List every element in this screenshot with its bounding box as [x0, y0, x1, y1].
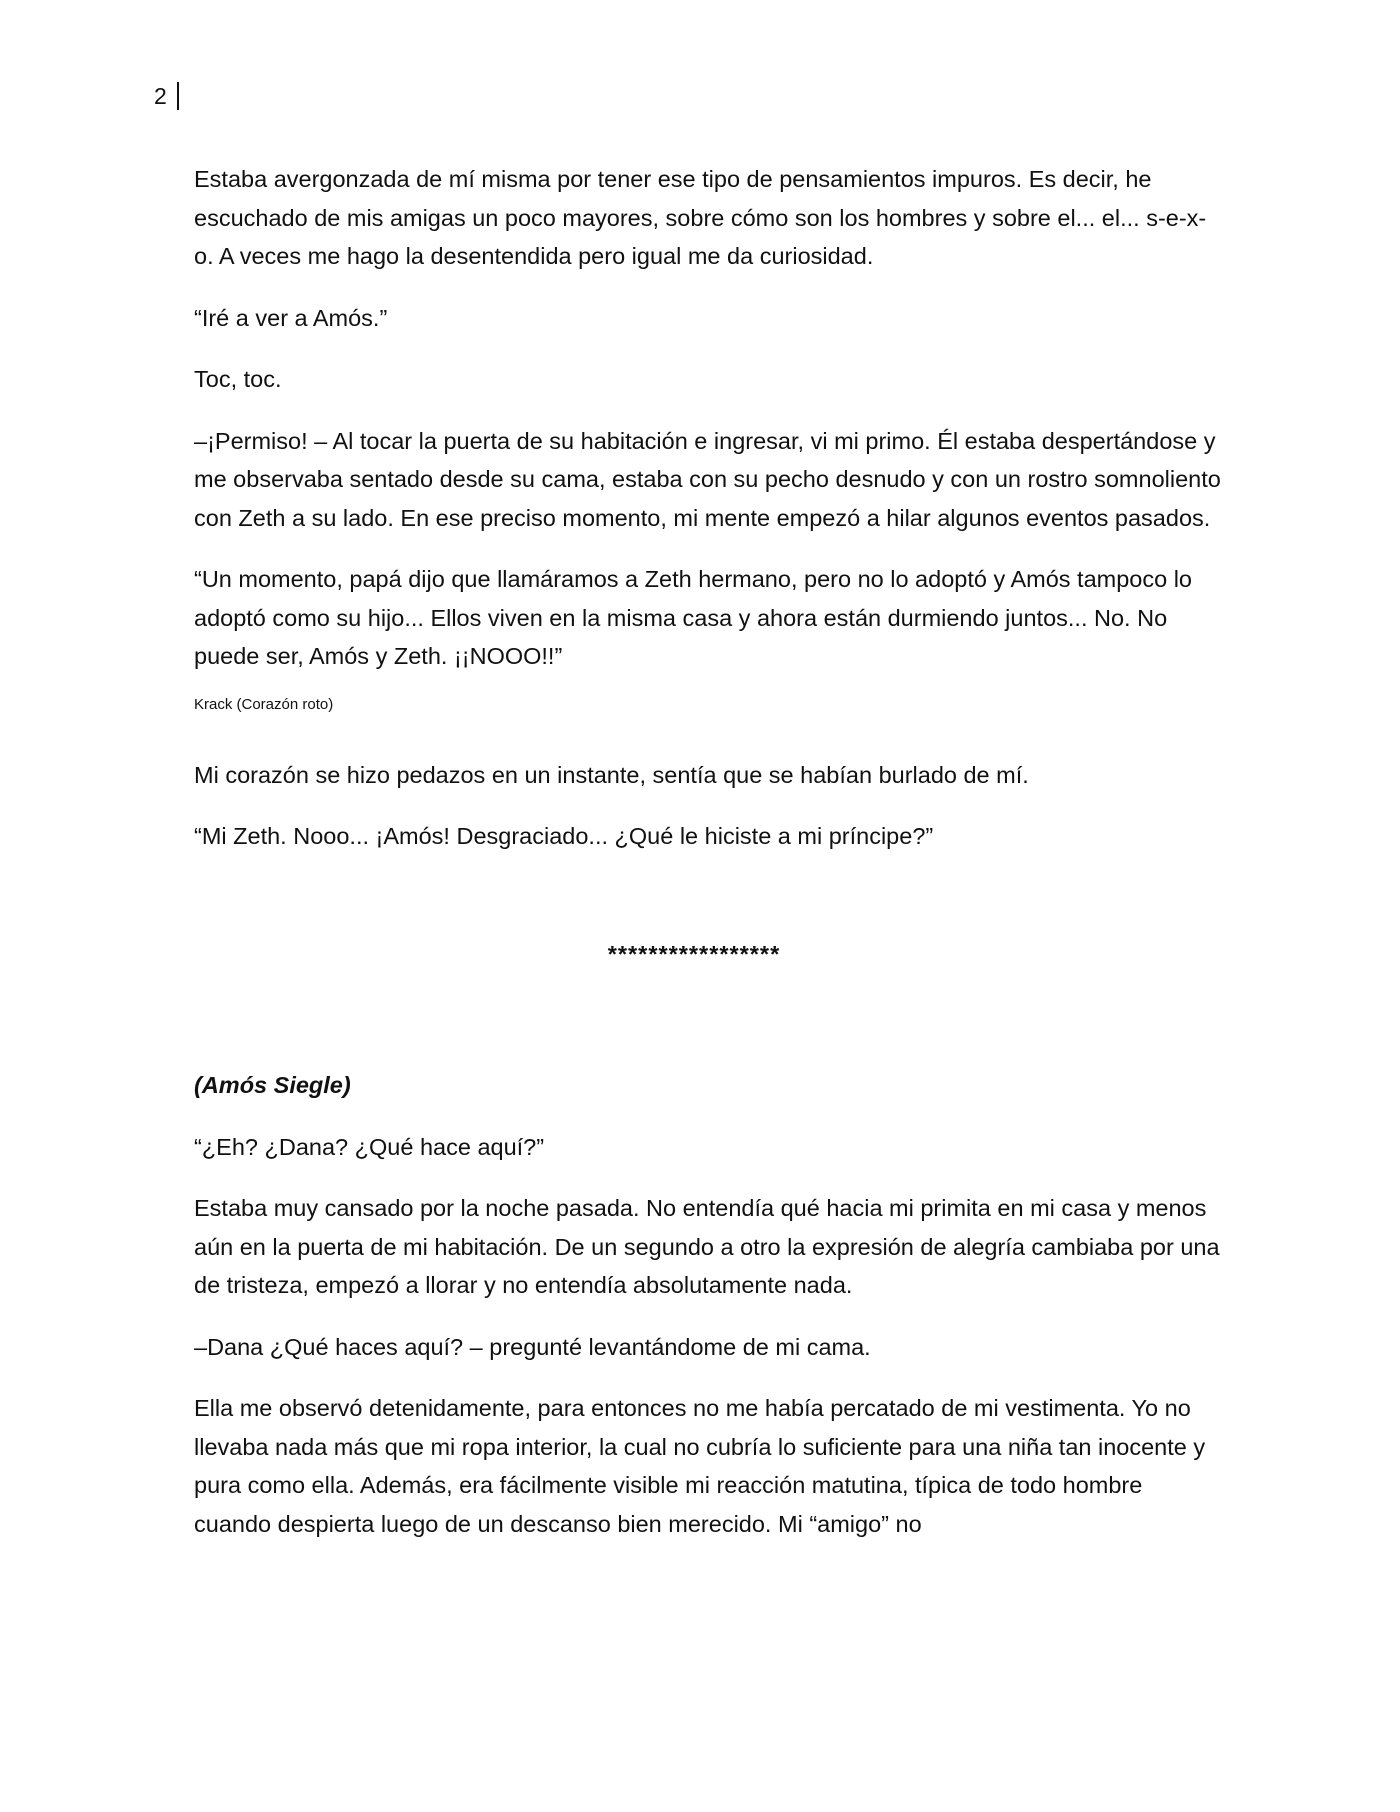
page-number: 2	[154, 82, 179, 110]
paragraph: Mi corazón se hizo pedazos en un instante, sentía que se habían burlado de mí.	[194, 761, 1029, 788]
sound-effect: Toc, toc.	[194, 366, 282, 392]
paragraph: –¡Permiso! – Al tocar la puerta de su habitación e ingresar, vi mi primo. Él estaba despertándose y me observaba sentado desde su cama, estaba con su pecho desnudo y con un rostro somnoliento con Zeth a su lado. En ese preciso momento, mi mente empezó a hilar algunos eventos pasados.	[194, 427, 1221, 531]
section-separator: *****************	[607, 940, 781, 967]
small-note: Krack (Corazón roto)	[194, 695, 334, 713]
body-text	[194, 160, 1224, 1566]
dialogue-line: –Dana ¿Qué haces aquí? – pregunté levantándome de mi cama.	[194, 1333, 871, 1360]
dialogue-thought: “Un momento, papá dijo que llamáramos a Zeth hermano, pero no lo adoptó y Amós tampoco lo adoptó como su hijo... Ellos viven en la misma casa y ahora están durmiendo juntos... No. No puede ser, Amós y Zeth. ¡¡NOOO!!”	[194, 566, 1192, 669]
section-heading: (Amós Siegle)	[194, 1072, 351, 1098]
dialogue-thought: “Iré a ver a Amós.”	[194, 304, 388, 331]
dialogue-thought: “¿Eh? ¿Dana? ¿Qué hace aquí?”	[194, 1133, 545, 1160]
dialogue-thought: “Mi Zeth. Nooo... ¡Amós! Desgraciado... ¿Qué le hiciste a mi príncipe?”	[194, 823, 934, 849]
paragraph: Ella me observó detenidamente, para entonces no me había percatado de mi vestimenta. Yo no llevaba nada más que mi ropa interior, la cual no cubría lo suficiente para una niña tan inocente y pura como ella. Además, era fácilmente visible mi reacción matutina, típica de todo hombre cuando despierta luego de un descanso bien merecido. Mi “amigo” no	[194, 1395, 1206, 1537]
paragraph: Estaba muy cansado por la noche pasada. No entendía qué hacia mi primita en mi casa y menos aún en la puerta de mi habitación. De un segundo a otro la expresión de alegría cambiaba por una de tristeza, empezó a llorar y no entendía absolutamente nada.	[194, 1195, 1220, 1298]
paragraph: Estaba avergonzada de mí misma por tener ese tipo de pensamientos impuros. Es decir, he escuchado de mis amigas un poco mayores, sobre cómo son los hombres y sobre el... el... s-e-x-o. A veces me hago la desentendida pero igual me da curiosidad.	[194, 166, 1207, 269]
